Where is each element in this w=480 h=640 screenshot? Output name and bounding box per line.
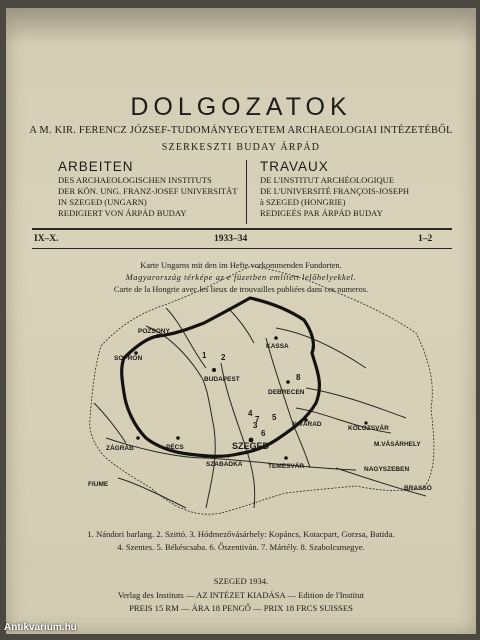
city-pozsony: POZSONY [138, 328, 170, 335]
german-line: DER KÖN. UNG. FRANZ-JOSEF UNIVERSITÄT [58, 186, 238, 196]
site-number: 3 [253, 421, 258, 430]
journal-title: DOLGOZATOK [130, 93, 352, 121]
city-kassa: KASSA [266, 343, 289, 350]
journal-subtitle: A M. KIR. FERENCZ JÓZSEF-TUDOMÁNYEGYETEM ARCHAEOLOGIAI INTÉZETÉBŐL [29, 125, 453, 136]
issue-volume: IX–X. [34, 234, 59, 244]
journal-cover [6, 8, 476, 634]
legend-line-2: 4. Szentes. 5. Békéscsaba. 6. Őszentiván. 7. Mártély. 8. Szabolcsmegye. [117, 542, 365, 552]
caption-french: Carte de la Hongrie avec les lieux de trouvailles publiées dans ces numeros. [113, 285, 369, 294]
city-marosvasarhely: M.VÁSÁRHELY [374, 441, 421, 448]
legend-line-1: 1. Nándori barlang. 2. Szittó. 3. Hódmezővásárhely: Kopáncs, Kotacpart, Gorzsa, Batida. [87, 529, 395, 539]
city-sopron: SOPRON [114, 355, 143, 362]
caption-german: Karte Ungarns mit den im Hefte vorkommenden Fundorten. [140, 261, 342, 270]
footer-place: SZEGED 1934. [213, 576, 269, 586]
site-number: 6 [261, 429, 266, 438]
city-pecs: PÉCS [166, 444, 184, 451]
french-line: DE L'INSTITUT ARCHÉOLOGIQUE [260, 175, 395, 185]
caption-hungarian: Magyarország térképe az e füzetben említett lelőhelyekkel. [125, 273, 357, 282]
watermark: Antikvarium.hu [4, 622, 77, 633]
site-number: 2 [221, 353, 226, 362]
city-fiume: FIUME [88, 481, 109, 488]
city-brasso: BRASSÓ [404, 485, 432, 492]
journal-editor: SZERKESZTI BUDAY ÁRPÁD [161, 142, 321, 153]
footer-publisher: Verlag des Instituts — AZ INTÉZET KIADÁSA — Edition de l'Institut [117, 590, 365, 600]
city-kolozsvar: KOLOZSVÁR [348, 425, 389, 432]
site-number: 1 [202, 351, 207, 360]
city-nagyszeben: NAGYSZEBEN [364, 466, 410, 473]
german-line: DES ARCHAEOLOGISCHEN INSTITUTS [58, 175, 212, 185]
german-line: IN SZEGED (UNGARN) [58, 197, 147, 207]
french-line: à SZEGED (HONGRIE) [260, 197, 346, 207]
city-temesvar: TEMESVÁR [268, 463, 305, 470]
city-nagyvarad: N.VÁRAD [292, 421, 322, 428]
french-line: REDIGEÉS PAR ÁRPÁD BUDAY [260, 208, 383, 218]
french-line: DE L'UNIVERSITÉ FRANÇOIS-JOSEPH [260, 186, 410, 196]
french-heading: TRAVAUX [260, 159, 329, 174]
german-heading: ARBEITEN [58, 159, 134, 174]
city-szabadka: SZABADKA [206, 461, 243, 468]
historic-border [90, 266, 434, 514]
german-line: REDIGIERT VON ÁRPÁD BUDAY [58, 208, 187, 218]
footer-price: PREIS 15 RM — ÁRA 18 PENGŐ — PRIX 18 FRCS SUISSES [129, 603, 353, 613]
site-number: 5 [272, 413, 277, 422]
city-debrecen: DEBRECEN [268, 389, 305, 396]
site-number: 8 [296, 373, 301, 382]
city-zagrab: ZÁGRÁB [106, 445, 134, 452]
issue-numbers: 1–2 [418, 234, 433, 244]
city-szeged: SZEGED [232, 441, 270, 451]
site-number: 7 [255, 415, 260, 424]
city-budapest: BUDAPEST [204, 376, 240, 383]
river-lines [94, 308, 426, 508]
issue-years: 1933–34 [214, 234, 248, 244]
site-number: 4 [248, 409, 253, 418]
